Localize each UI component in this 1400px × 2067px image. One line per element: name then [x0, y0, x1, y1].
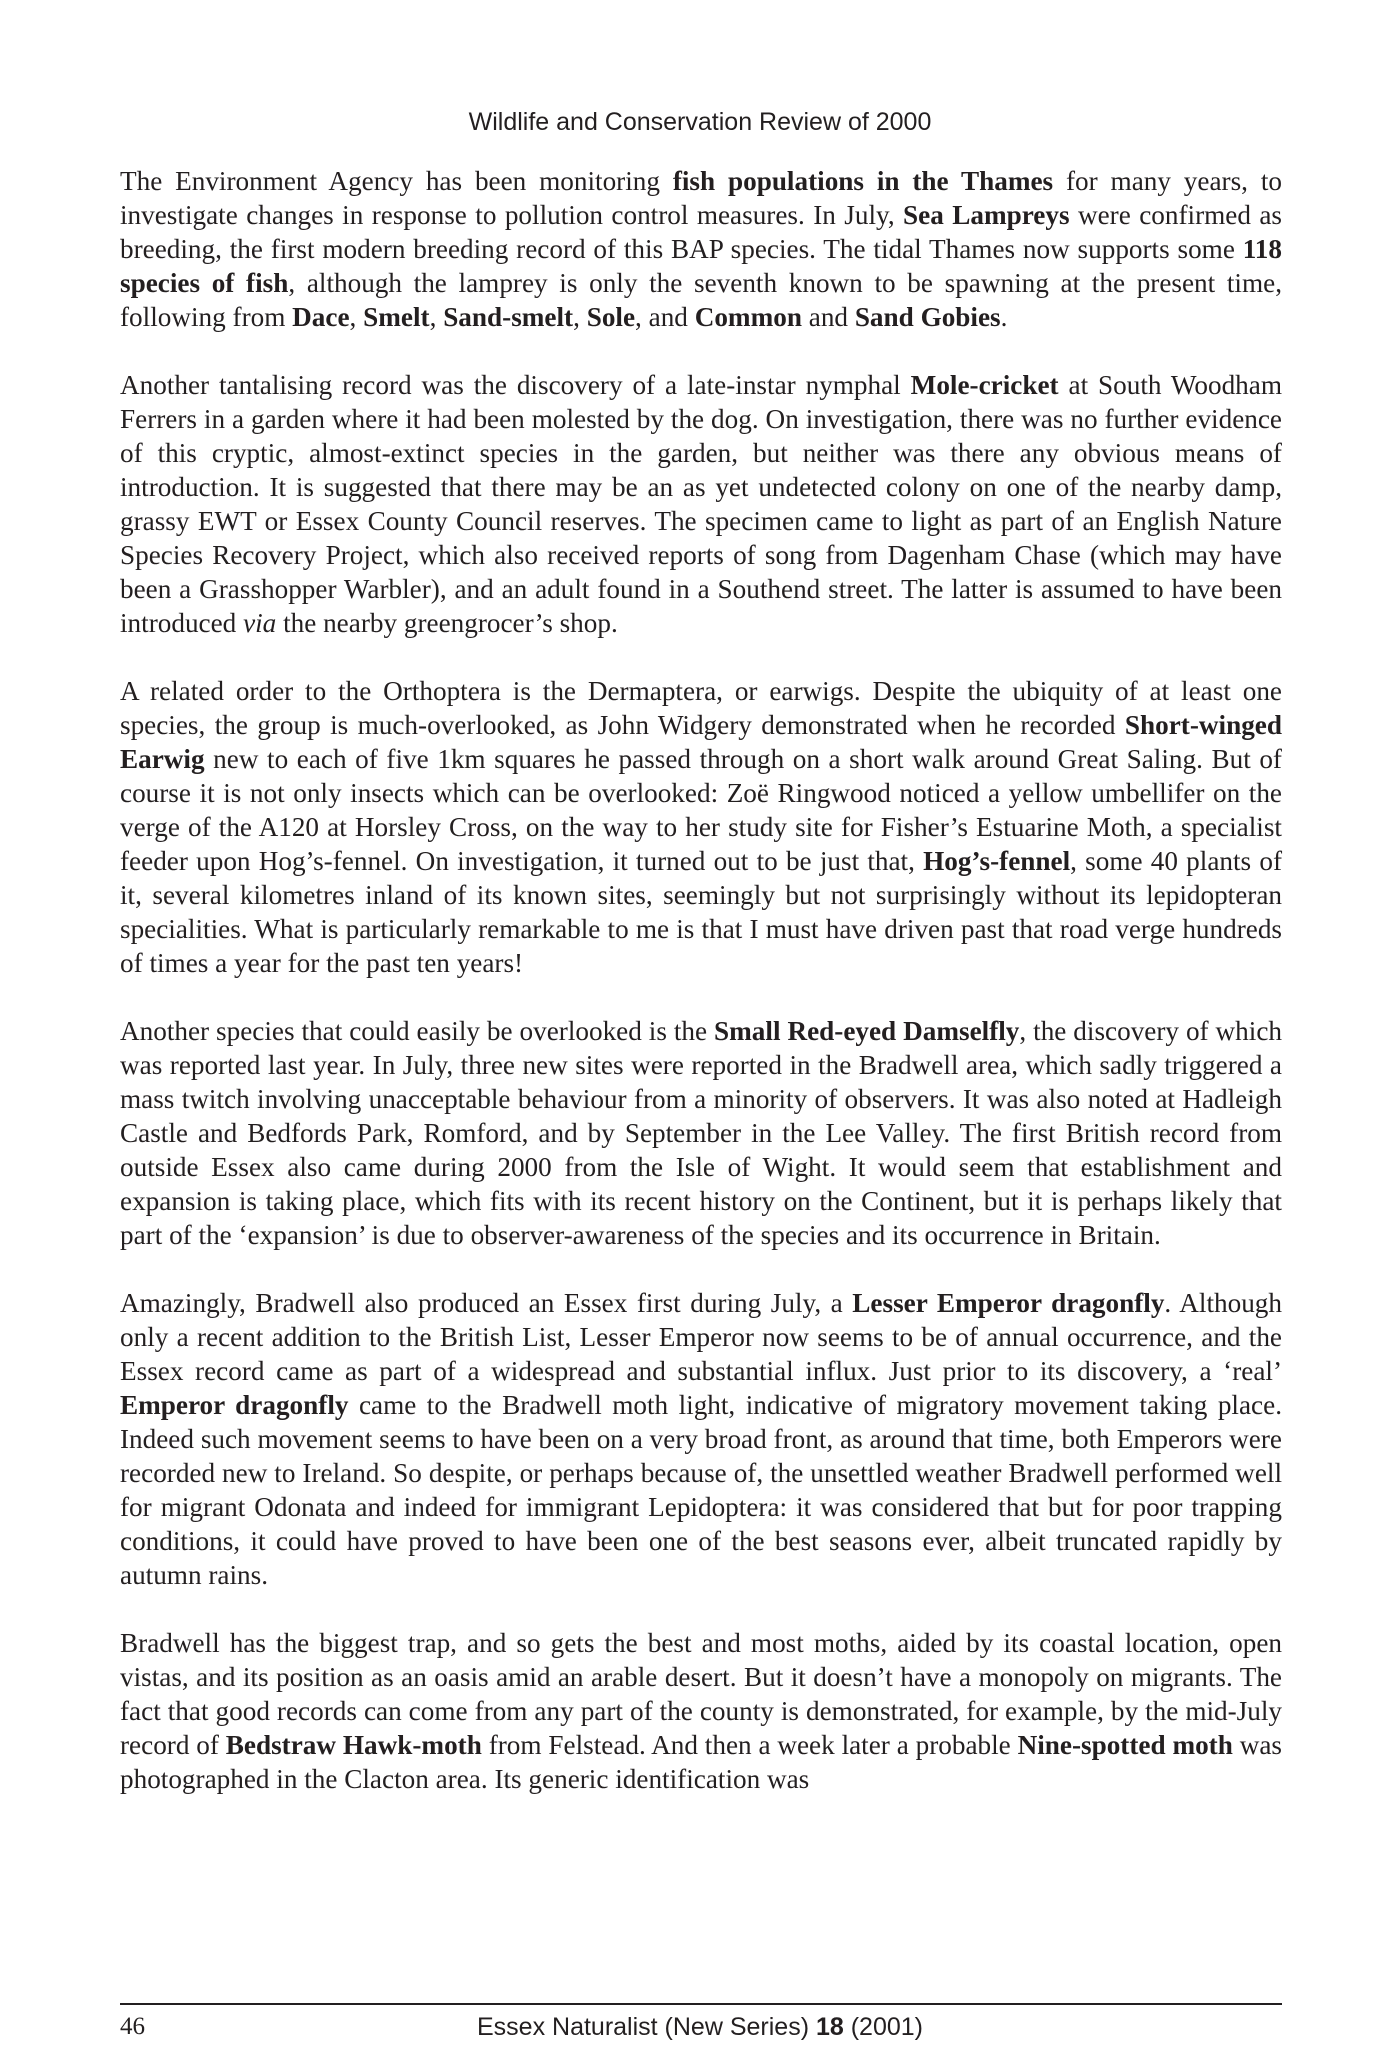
journal-year: (2001): [843, 2013, 923, 2041]
article-body: [120, 164, 1282, 1830]
text-run: Bradwell has the biggest trap, and so gets the best and most moths, aided by its coastal location, open vistas, and its position as an oasis amid an arable desert. But it doesn’t have a monopoly on migrants. The fact that good records can come from any part of the county is demonstrated, for example, by the mid-July record of: [120, 1628, 1282, 1760]
text-run: for many years, to investigate changes in response to pollution control measures. In July,: [120, 166, 1282, 230]
text-run: A related order to the Orthoptera is the Dermaptera, or earwigs. Despite the ubiquity of at least one species, the group is much-overlooked, as John Widgery demonstrated when he recorded: [120, 676, 1282, 740]
paragraph-mole-cricket: [120, 368, 1282, 640]
journal-volume: 18: [815, 2013, 844, 2041]
text-run: ,: [429, 302, 444, 332]
bold-term: Sole: [586, 302, 636, 332]
text-run: at South Woodham Ferrers in a garden where it had been molested by the dog. On investigation, there was no further evidence of this cryptic, almost-extinct species in the garden, but neither was there any obvious means of introduction. It is suggested that there may be an as yet undetected colony on one of the nearby damp, grassy EWT or Essex County Council reserves. The specimen came to light as part of an English Nature Species Recovery Project, which also received reports of song from Dagenham Chase (which may have been a Grasshopper Warbler), and an adult found in a Southend street. The latter is assumed to have been introduced: [120, 370, 1282, 638]
bold-term: Mole-cricket: [910, 370, 1059, 400]
bold-term: 118 species of fish: [120, 234, 1282, 298]
bold-term: fish populations in the Thames: [672, 166, 1054, 196]
bold-term: Smelt: [363, 302, 430, 332]
text-run: , some 40 plants of it, several kilometres inland of its known sites, seemingly but not surprisingly without its lepidopteran specialities. What is particularly remarkable to me is that I must have driven past that road verge hundreds of times a year for the past ten years!: [120, 846, 1282, 978]
text-run: was photographed in the Clacton area. Its generic identification was: [120, 1730, 1282, 1794]
text-run: Amazingly, Bradwell also produced an Essex first during July, a: [120, 1288, 853, 1318]
journal-name: Essex Naturalist (New Series): [476, 2013, 816, 2041]
bold-term: Hog’s-fennel: [923, 846, 1071, 876]
bold-term: Dace: [292, 302, 350, 332]
bold-term: Small Red-eyed Damselfly: [714, 1016, 1020, 1046]
running-header: Wildlife and Conservation Review of 2000: [468, 108, 932, 136]
text-run: ,: [349, 302, 364, 332]
bold-term: Lesser Emperor dragonfly: [852, 1288, 1165, 1318]
bold-term: Sea Lampreys: [903, 200, 1070, 230]
text-run: . Although only a recent addition to the British List, Lesser Emperor now seems to be of annual occurrence, and the Essex record came as part of a widespread and substantial influx. Just prior to its discovery, a ‘real’: [120, 1288, 1282, 1386]
bold-term: Short-winged Earwig: [120, 710, 1282, 774]
text-run: , the discovery of which was reported last year. In July, three new sites were reported in the Bradwell area, which sadly triggered a mass twitch involving unacceptable behaviour from a minority of observers. It was also noted at Hadleigh Castle and Bedfords Park, Romford, and by September in the Lee Valley. The first British record from outside Essex also came during 2000 from the Isle of Wight. It would seem that establishment and expansion is taking place, which fits with its recent history on the Continent, but it is perhaps likely that part of the ‘expansion’ is due to observer-awareness of the species and its occurrence in Britain.: [120, 1016, 1282, 1250]
bold-term: Sand Gobies: [854, 302, 1001, 332]
bold-term: Emperor dragonfly: [120, 1390, 349, 1420]
journal-citation: [0, 2013, 1400, 2042]
paragraph-damselfly: [120, 1014, 1282, 1252]
text-run: new to each of five 1km squares he passed through on a short walk around Great Saling. But of course it is not only insects which can be overlooked: Zoë Ringwood noticed a yellow umbellifer on the verge of the A120 at Horsley Cross, on the way to her study site for Fisher’s Estuarine Moth, a specialist feeder upon Hog’s-fennel. On investigation, it turned out to be just that,: [120, 744, 1282, 876]
text-run: ,: [573, 302, 587, 332]
paragraph-earwigs: [120, 674, 1282, 980]
text-run: Another species that could easily be overlooked is the: [120, 1016, 715, 1046]
bold-term: Sand-smelt: [443, 302, 574, 332]
text-run: were confirmed as breeding, the first modern breeding record of this BAP species. The tidal Thames now supports some: [120, 200, 1282, 264]
italic-term: via: [243, 608, 277, 638]
text-run: Another tantalising record was the discovery of a late-instar nymphal: [120, 370, 911, 400]
text-run: , although the lamprey is only the seventh known to be spawning at the present time, following from: [120, 268, 1283, 332]
bold-term: Common: [694, 302, 802, 332]
text-run: the nearby greengrocer’s shop.: [276, 608, 618, 638]
text-run: , and: [635, 302, 695, 332]
bold-term: Nine-spotted moth: [1017, 1730, 1233, 1760]
paragraph-thames-fish: [120, 164, 1282, 334]
bold-term: Bedstraw Hawk-moth: [225, 1730, 482, 1760]
footer-rule: [120, 2003, 1282, 2005]
text-run: from Felstead. And then a week later a probable: [481, 1730, 1018, 1760]
text-run: and: [801, 302, 855, 332]
text-run: The Environment Agency has been monitoring: [120, 166, 673, 196]
page-number: 46: [120, 2013, 145, 2040]
paragraph-emperor: [120, 1286, 1282, 1592]
text-run: came to the Bradwell moth light, indicative of migratory movement taking place. Indeed such movement seems to have been on a very broad front, as around that time, both Emperors were recorded new to Ireland. So despite, or perhaps because of, the unsettled weather Bradwell performed well for migrant Odonata and indeed for immigrant Lepidoptera: it was considered that but for poor trapping conditions, it could have proved to have been one of the best seasons ever, albeit truncated rapidly by autumn rains.: [120, 1390, 1282, 1590]
paragraph-bradwell-trap: [120, 1626, 1282, 1796]
text-run: .: [1000, 302, 1008, 332]
